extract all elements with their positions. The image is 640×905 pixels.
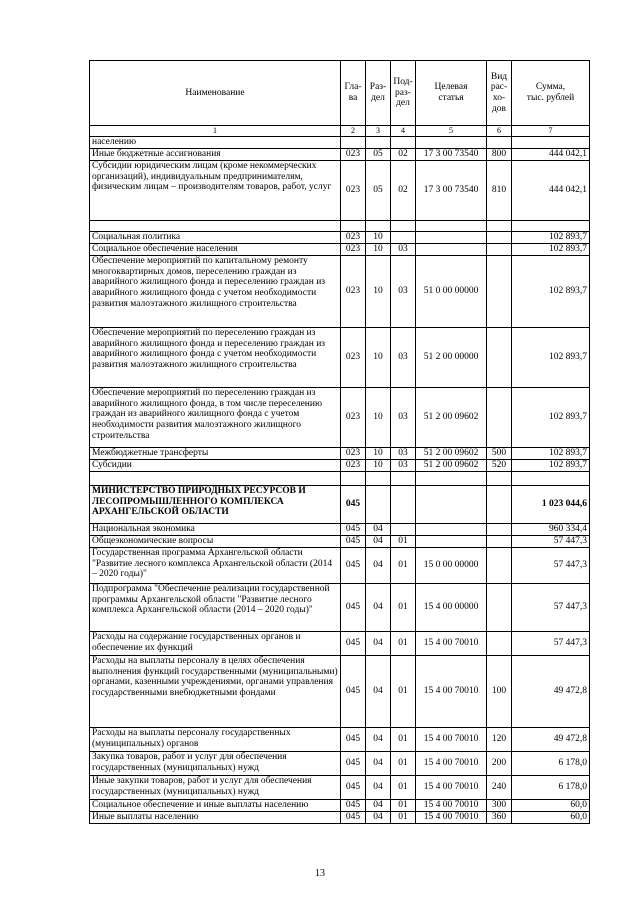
row-target: 51 2 00 00000 <box>416 328 487 388</box>
row-amount: 49 472,8 <box>512 728 590 752</box>
row-chapter: 045 <box>341 524 366 536</box>
column-number: 5 <box>416 126 487 137</box>
row-section: 10 <box>366 448 391 460</box>
row-name: Обеспечение мероприятий по переселению граждан из аварийного жилищного фонда и переселению граждан из аварийного жилищного фонда с учетом необходимости развития малоэтажного жилищного строительства <box>90 328 341 388</box>
row-target <box>416 472 487 486</box>
row-amount: 102 893,7 <box>512 328 590 388</box>
page-number: 13 <box>315 868 325 879</box>
row-chapter: 023 <box>341 460 366 472</box>
row-name: Национальная экономика <box>90 524 341 536</box>
row-chapter: 045 <box>341 776 366 800</box>
row-amount <box>512 137 590 149</box>
row-chapter <box>341 472 366 486</box>
row-name: Социальная политика <box>90 232 341 244</box>
row-exp-type: 100 <box>487 656 512 728</box>
row-exp-type <box>487 388 512 448</box>
row-section: 04 <box>366 752 391 776</box>
row-exp-type <box>487 536 512 548</box>
header-exp-type: Вид рас- хо- дов <box>487 61 512 126</box>
header-target: Целевая статья <box>416 61 487 126</box>
header-amount: Сумма, тыс. рублей <box>512 61 590 126</box>
row-exp-type <box>487 548 512 584</box>
row-chapter: 045 <box>341 656 366 728</box>
table-row <box>90 728 590 752</box>
row-exp-type: 360 <box>487 812 512 824</box>
row-chapter: 045 <box>341 584 366 632</box>
row-subsection: 01 <box>391 776 416 800</box>
row-target: 15 4 00 00000 <box>416 584 487 632</box>
row-subsection <box>391 486 416 524</box>
header-chapter: Гла- ва <box>341 61 366 126</box>
table-row <box>90 656 590 728</box>
row-subsection: 02 <box>391 149 416 161</box>
row-exp-type <box>487 486 512 524</box>
row-amount: 49 472,8 <box>512 656 590 728</box>
row-amount: 6 178,0 <box>512 776 590 800</box>
row-name: Расходы на содержание государственных органов и обеспечение их функций <box>90 632 341 656</box>
table-row <box>90 800 590 812</box>
row-subsection: 03 <box>391 460 416 472</box>
row-amount: 102 893,7 <box>512 244 590 256</box>
table-body <box>90 137 590 824</box>
row-amount: 444 042,1 <box>512 161 590 221</box>
row-target <box>416 232 487 244</box>
row-name: Субсидии юридическим лицам (кроме некоммерческих организаций), индивидуальным предпринимателям, физическим лицам – производителям товаров, работ, услуг <box>90 161 341 221</box>
row-chapter: 045 <box>341 632 366 656</box>
row-subsection: 01 <box>391 548 416 584</box>
row-chapter: 045 <box>341 728 366 752</box>
row-chapter: 045 <box>341 548 366 584</box>
row-section: 04 <box>366 584 391 632</box>
header-section: Раз- дел <box>366 61 391 126</box>
row-chapter: 023 <box>341 256 366 328</box>
row-amount: 102 893,7 <box>512 460 590 472</box>
column-numbers-row <box>90 126 590 137</box>
row-amount: 6 178,0 <box>512 752 590 776</box>
row-target: 15 0 00 00000 <box>416 548 487 584</box>
row-name: Государственная программа Архангельской области "Развитие лесного комплекса Архангельской области (2014 – 2020 годы)" <box>90 548 341 584</box>
table-row <box>90 584 590 632</box>
table-row <box>90 486 590 524</box>
table-row <box>90 548 590 584</box>
row-exp-type <box>487 328 512 388</box>
row-section <box>366 486 391 524</box>
row-section: 04 <box>366 536 391 548</box>
row-name: МИНИСТЕРСТВО ПРИРОДНЫХ РЕСУРСОВ И ЛЕСОПРОМЫШЛЕННОГО КОМПЛЕКСА АРХАНГЕЛЬСКОЙ ОБЛАСТИ <box>90 486 341 524</box>
column-number: 1 <box>90 126 341 137</box>
row-exp-type <box>487 584 512 632</box>
row-exp-type <box>487 632 512 656</box>
column-number: 2 <box>341 126 366 137</box>
column-number: 7 <box>512 126 590 137</box>
row-section <box>366 472 391 486</box>
row-section: 10 <box>366 328 391 388</box>
row-name: Иные закупки товаров, работ и услуг для обеспечения государственных (муниципальных) нужд <box>90 776 341 800</box>
column-number: 3 <box>366 126 391 137</box>
row-amount: 57 447,3 <box>512 632 590 656</box>
table-row <box>90 524 590 536</box>
row-chapter: 023 <box>341 328 366 388</box>
row-target <box>416 244 487 256</box>
table-row <box>90 244 590 256</box>
row-exp-type <box>487 524 512 536</box>
table-row <box>90 536 590 548</box>
table-row <box>90 812 590 824</box>
row-target: 15 4 00 70010 <box>416 752 487 776</box>
table-row <box>90 328 590 388</box>
row-name: Расходы на выплаты персоналу государственных (муниципальных) органов <box>90 728 341 752</box>
row-chapter: 045 <box>341 800 366 812</box>
row-exp-type <box>487 137 512 149</box>
row-section: 04 <box>366 728 391 752</box>
row-name: Расходы на выплаты персоналу в целях обеспечения выполнения функций государственными (муниципальными) органами, казенными учреждениями, органами управления государственными внебюджетными фондами <box>90 656 341 728</box>
row-section: 05 <box>366 149 391 161</box>
row-chapter: 023 <box>341 388 366 448</box>
row-target: 51 0 00 00000 <box>416 256 487 328</box>
row-exp-type: 800 <box>487 149 512 161</box>
row-exp-type: 500 <box>487 448 512 460</box>
row-section: 04 <box>366 812 391 824</box>
row-name: Обеспечение мероприятий по капитальному ремонту многоквартирных домов, переселению граждан из аварийного жилищного фонда и переселению граждан из аварийного жилищного фонда с учетом необходимости развития малоэтажного жилищного строительства <box>90 256 341 328</box>
row-section: 10 <box>366 244 391 256</box>
table-row <box>90 149 590 161</box>
row-name: Подпрограмма "Обеспечение реализации государственной программы Архангельской области "Развитие лесного комплекса Архангельской области (2014 – 2020 годы)" <box>90 584 341 632</box>
row-subsection: 01 <box>391 536 416 548</box>
row-target <box>416 524 487 536</box>
header-subsection: Под- раз- дел <box>391 61 416 126</box>
table-row <box>90 448 590 460</box>
row-name: Иные бюджетные ассигнования <box>90 149 341 161</box>
row-name: Социальное обеспечение населения <box>90 244 341 256</box>
table-row <box>90 256 590 328</box>
row-section: 10 <box>366 460 391 472</box>
row-amount: 960 334,4 <box>512 524 590 536</box>
row-amount: 57 447,3 <box>512 548 590 584</box>
row-exp-type <box>487 232 512 244</box>
row-exp-type: 120 <box>487 728 512 752</box>
row-target: 51 2 00 09602 <box>416 388 487 448</box>
row-exp-type <box>487 221 512 232</box>
row-subsection: 01 <box>391 752 416 776</box>
row-amount: 444 042,1 <box>512 149 590 161</box>
row-target: 17 3 00 73540 <box>416 161 487 221</box>
row-section: 04 <box>366 776 391 800</box>
row-subsection: 01 <box>391 656 416 728</box>
row-target <box>416 486 487 524</box>
row-target: 15 4 00 70010 <box>416 656 487 728</box>
row-subsection: 03 <box>391 388 416 448</box>
row-amount <box>512 221 590 232</box>
row-target <box>416 137 487 149</box>
row-chapter <box>341 137 366 149</box>
row-chapter: 023 <box>341 149 366 161</box>
table-row <box>90 752 590 776</box>
row-amount: 102 893,7 <box>512 448 590 460</box>
row-chapter: 023 <box>341 244 366 256</box>
column-number: 4 <box>391 126 416 137</box>
row-target: 51 2 00 09602 <box>416 460 487 472</box>
row-section: 10 <box>366 232 391 244</box>
row-section: 05 <box>366 161 391 221</box>
row-section <box>366 221 391 232</box>
spacer-row <box>90 221 590 232</box>
table-row <box>90 632 590 656</box>
row-target: 15 4 00 70010 <box>416 800 487 812</box>
row-target: 17 3 00 73540 <box>416 149 487 161</box>
table-row <box>90 460 590 472</box>
row-target: 15 4 00 70010 <box>416 776 487 800</box>
row-section: 04 <box>366 656 391 728</box>
row-amount: 60,0 <box>512 800 590 812</box>
row-chapter: 045 <box>341 812 366 824</box>
row-chapter: 045 <box>341 752 366 776</box>
row-exp-type: 240 <box>487 776 512 800</box>
row-target <box>416 536 487 548</box>
column-number: 6 <box>487 126 512 137</box>
budget-table <box>89 60 590 824</box>
row-name: Иные выплаты населению <box>90 812 341 824</box>
row-subsection: 03 <box>391 328 416 388</box>
row-name: Закупка товаров, работ и услуг для обеспечения государственных (муниципальных) нужд <box>90 752 341 776</box>
spacer-row <box>90 472 590 486</box>
row-section: 04 <box>366 524 391 536</box>
table-row <box>90 137 590 149</box>
row-subsection: 03 <box>391 448 416 460</box>
header-row <box>90 61 590 126</box>
row-chapter: 023 <box>341 232 366 244</box>
row-subsection: 01 <box>391 584 416 632</box>
table-row <box>90 161 590 221</box>
row-subsection <box>391 221 416 232</box>
table-row <box>90 776 590 800</box>
row-chapter: 023 <box>341 161 366 221</box>
row-name: Общеэкономические вопросы <box>90 536 341 548</box>
row-section <box>366 137 391 149</box>
row-amount: 102 893,7 <box>512 256 590 328</box>
row-name: Социальное обеспечение и иные выплаты населению <box>90 800 341 812</box>
row-exp-type: 200 <box>487 752 512 776</box>
row-exp-type: 520 <box>487 460 512 472</box>
row-section: 10 <box>366 256 391 328</box>
row-exp-type: 300 <box>487 800 512 812</box>
row-target: 51 2 00 09602 <box>416 448 487 460</box>
row-amount: 1 023 044,6 <box>512 486 590 524</box>
row-exp-type <box>487 244 512 256</box>
row-section: 04 <box>366 548 391 584</box>
row-subsection: 03 <box>391 244 416 256</box>
row-target: 15 4 00 70010 <box>416 728 487 752</box>
row-name <box>90 472 341 486</box>
row-amount: 102 893,7 <box>512 388 590 448</box>
row-amount: 60,0 <box>512 812 590 824</box>
row-chapter <box>341 221 366 232</box>
row-section: 04 <box>366 800 391 812</box>
row-subsection: 01 <box>391 812 416 824</box>
row-subsection <box>391 524 416 536</box>
row-subsection <box>391 137 416 149</box>
row-amount: 57 447,3 <box>512 584 590 632</box>
row-subsection <box>391 232 416 244</box>
row-target: 15 4 00 70010 <box>416 812 487 824</box>
row-chapter: 023 <box>341 448 366 460</box>
row-amount: 102 893,7 <box>512 232 590 244</box>
row-chapter: 045 <box>341 486 366 524</box>
row-section: 04 <box>366 632 391 656</box>
row-chapter: 045 <box>341 536 366 548</box>
row-section: 10 <box>366 388 391 448</box>
row-subsection <box>391 472 416 486</box>
row-subsection: 01 <box>391 632 416 656</box>
row-name: населению <box>90 137 341 149</box>
row-target <box>416 221 487 232</box>
row-name: Обеспечение мероприятий по переселению граждан из аварийного жилищного фонда, в том числе переселению граждан из аварийного жилищного фонда с учетом необходимости развития малоэтажного жилищного строительства <box>90 388 341 448</box>
row-amount <box>512 472 590 486</box>
row-name <box>90 221 341 232</box>
row-amount: 57 447,3 <box>512 536 590 548</box>
row-name: Субсидии <box>90 460 341 472</box>
row-exp-type <box>487 472 512 486</box>
row-name: Межбюджетные трансферты <box>90 448 341 460</box>
row-subsection: 01 <box>391 728 416 752</box>
row-subsection: 02 <box>391 161 416 221</box>
row-target: 15 4 00 70010 <box>416 632 487 656</box>
row-exp-type <box>487 256 512 328</box>
row-subsection: 01 <box>391 800 416 812</box>
header-name: Наименование <box>90 61 341 126</box>
row-subsection: 03 <box>391 256 416 328</box>
table-row <box>90 388 590 448</box>
table-row <box>90 232 590 244</box>
row-exp-type: 810 <box>487 161 512 221</box>
